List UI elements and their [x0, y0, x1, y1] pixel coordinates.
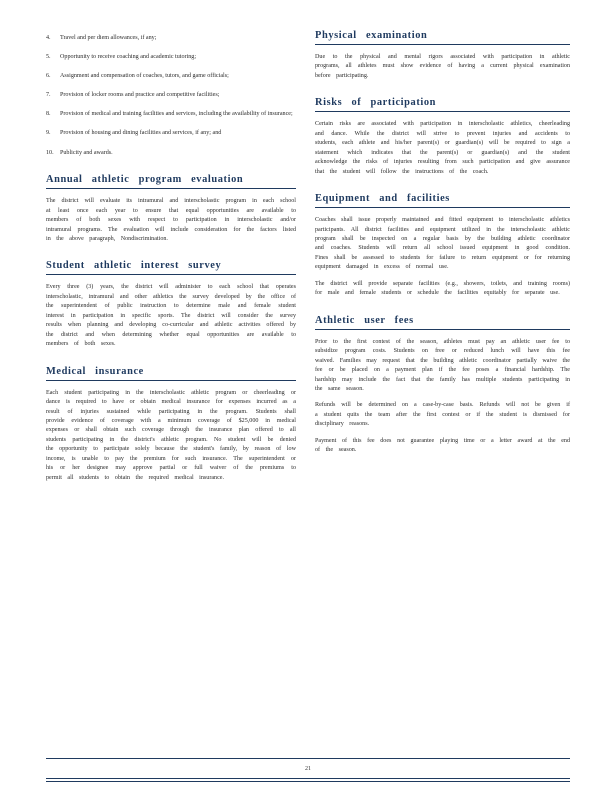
list-item: 10. Publicity and awards. [46, 149, 113, 156]
right-column [315, 30, 570, 456]
footer-rule-bottom-double [46, 781, 570, 782]
section-heading: Equipment and facilities [315, 193, 570, 208]
equity-factors-list [46, 34, 296, 158]
list-item: 4. Travel and per diem allowances, if any; [46, 35, 157, 41]
section-paragraph: The district will provide separate facilities (e.g., showers, toilets, and training rooms) for male and female students or schedule the facilities equitably for separate use. [315, 280, 570, 297]
section-heading: Physical examination [315, 30, 570, 45]
section-heading: Student athletic interest survey [46, 260, 296, 275]
page-number: 21 [305, 766, 311, 772]
section-paragraph: Certain risks are associated with participation in interscholastic athletics, cheerleading and dance. While the district will strive to prevent injuries and accidents to students, each athlete and his/her parent(s) or guardian(s) will be required to sign a statement which indicates that the parent(s) or guardian(s) and the student acknowledge the risks of injuries resulting from such participation and give assurance that the student will follow the instructions of the coach. [315, 121, 570, 175]
list-item: 8. Provision of medical and training facilities and services, including the availability of insurance; [46, 111, 293, 118]
section-physical-examination [315, 30, 570, 81]
section-paragraph: Prior to the first contest of the season, athletes must pay an athletic user fee to subsidize program costs. Students on free or reduced lunch will have this fee waived. Families may request that the building athletic coordinator partially waive the fee or be placed on a payment plan if the fee poses a financial hardship. The hardship may include the fact that the family has multiple students participating in the same season. [315, 338, 570, 392]
list-item: 7. Provision of locker rooms and practice and competitive facilities; [46, 92, 220, 99]
section-paragraph: Payment of this fee does not guarantee playing time or a letter award at the end of the season. [315, 437, 570, 454]
list-item: 9. Provision of housing and dining facilities and services, if any; and [46, 130, 222, 137]
section-paragraph: Due to the physical and mental rigors associated with participation in athletic programs, all athletes must show evidence of having a current physical examination before participating. [315, 54, 570, 79]
section-risks-of-participation [315, 97, 570, 177]
footer-rule [46, 758, 570, 759]
section-paragraph: Refunds will be determined on a case-by-case basis. Refunds will not be given if a student quits the team after the first contest or if the student is dismissed for disciplinary reasons. [315, 402, 570, 428]
section-paragraph: Coaches shall issue properly maintained and fitted equipment to interscholastic athletics participants. All district facilities and equipment utilized in the interscholastic athletic program shall be inspected on a regular basis by the building athletic coordinator and coaches. Students will return all school issued equipment in good condition. Fines shall be assessed to students for failure to return equipment or for returning equipment damaged in excess of normal use. [315, 217, 570, 271]
list-item: 5. Opportunity to receive coaching and academic tutoring; [46, 54, 197, 61]
section-heading: Medical insurance [46, 366, 296, 381]
section-annual-evaluation [46, 174, 296, 244]
section-paragraph: Each student participating in the interscholastic athletic program or cheerleading or dance is required to have or obtain medical insurance for expenses incurred as a result of injuries sustained while participating in the program. Students shall provide evidence of coverage with a minimum coverage of $25,000 in medical expenses or shall obtain such coverage through the insurance plan offered to all students participating in the district's athletic program. No student will be denied the opportunity to participate solely because the student's family, by reason of low income, is unable to pay the premium for such insurance. The superintendent or his or her designee may approve partial or full waiver of the premiums to permit all students to obtain the required medical insurance. [46, 389, 296, 481]
section-interest-survey [46, 260, 296, 349]
section-heading: Annual athletic program evaluation [46, 174, 296, 189]
section-medical-insurance [46, 366, 296, 484]
section-heading: Athletic user fees [315, 315, 570, 330]
section-paragraph: Every three (3) years, the district will administer to each school that operates interscholastic, intramural and other athletics the survey developed by the office of the superintendent of public instruction to determine male and female student interest in participation in specific sports. The district will consider the survey results when planning and developing co-curricular and athletic activities offered by the district and when determining whether equal opportunities are available to members of both sexes. [46, 284, 296, 348]
section-equipment-facilities [315, 193, 570, 299]
section-paragraph: The district will evaluate its intramural and interscholastic program in each school at least once each year to ensure that equal opportunities are available to members of both sexes with respect to participation in interscholastic and/or intramural programs. The evaluation will include consideration for the factors listed in the above paragraph, Nondiscrimination. [46, 198, 296, 242]
left-column [46, 30, 296, 483]
footer-rule-bottom [46, 778, 570, 779]
list-item: 6. Assignment and compensation of coaches, tutors, and game officials; [46, 73, 229, 80]
section-heading: Risks of participation [315, 97, 570, 112]
section-athletic-user-fees [315, 315, 570, 456]
